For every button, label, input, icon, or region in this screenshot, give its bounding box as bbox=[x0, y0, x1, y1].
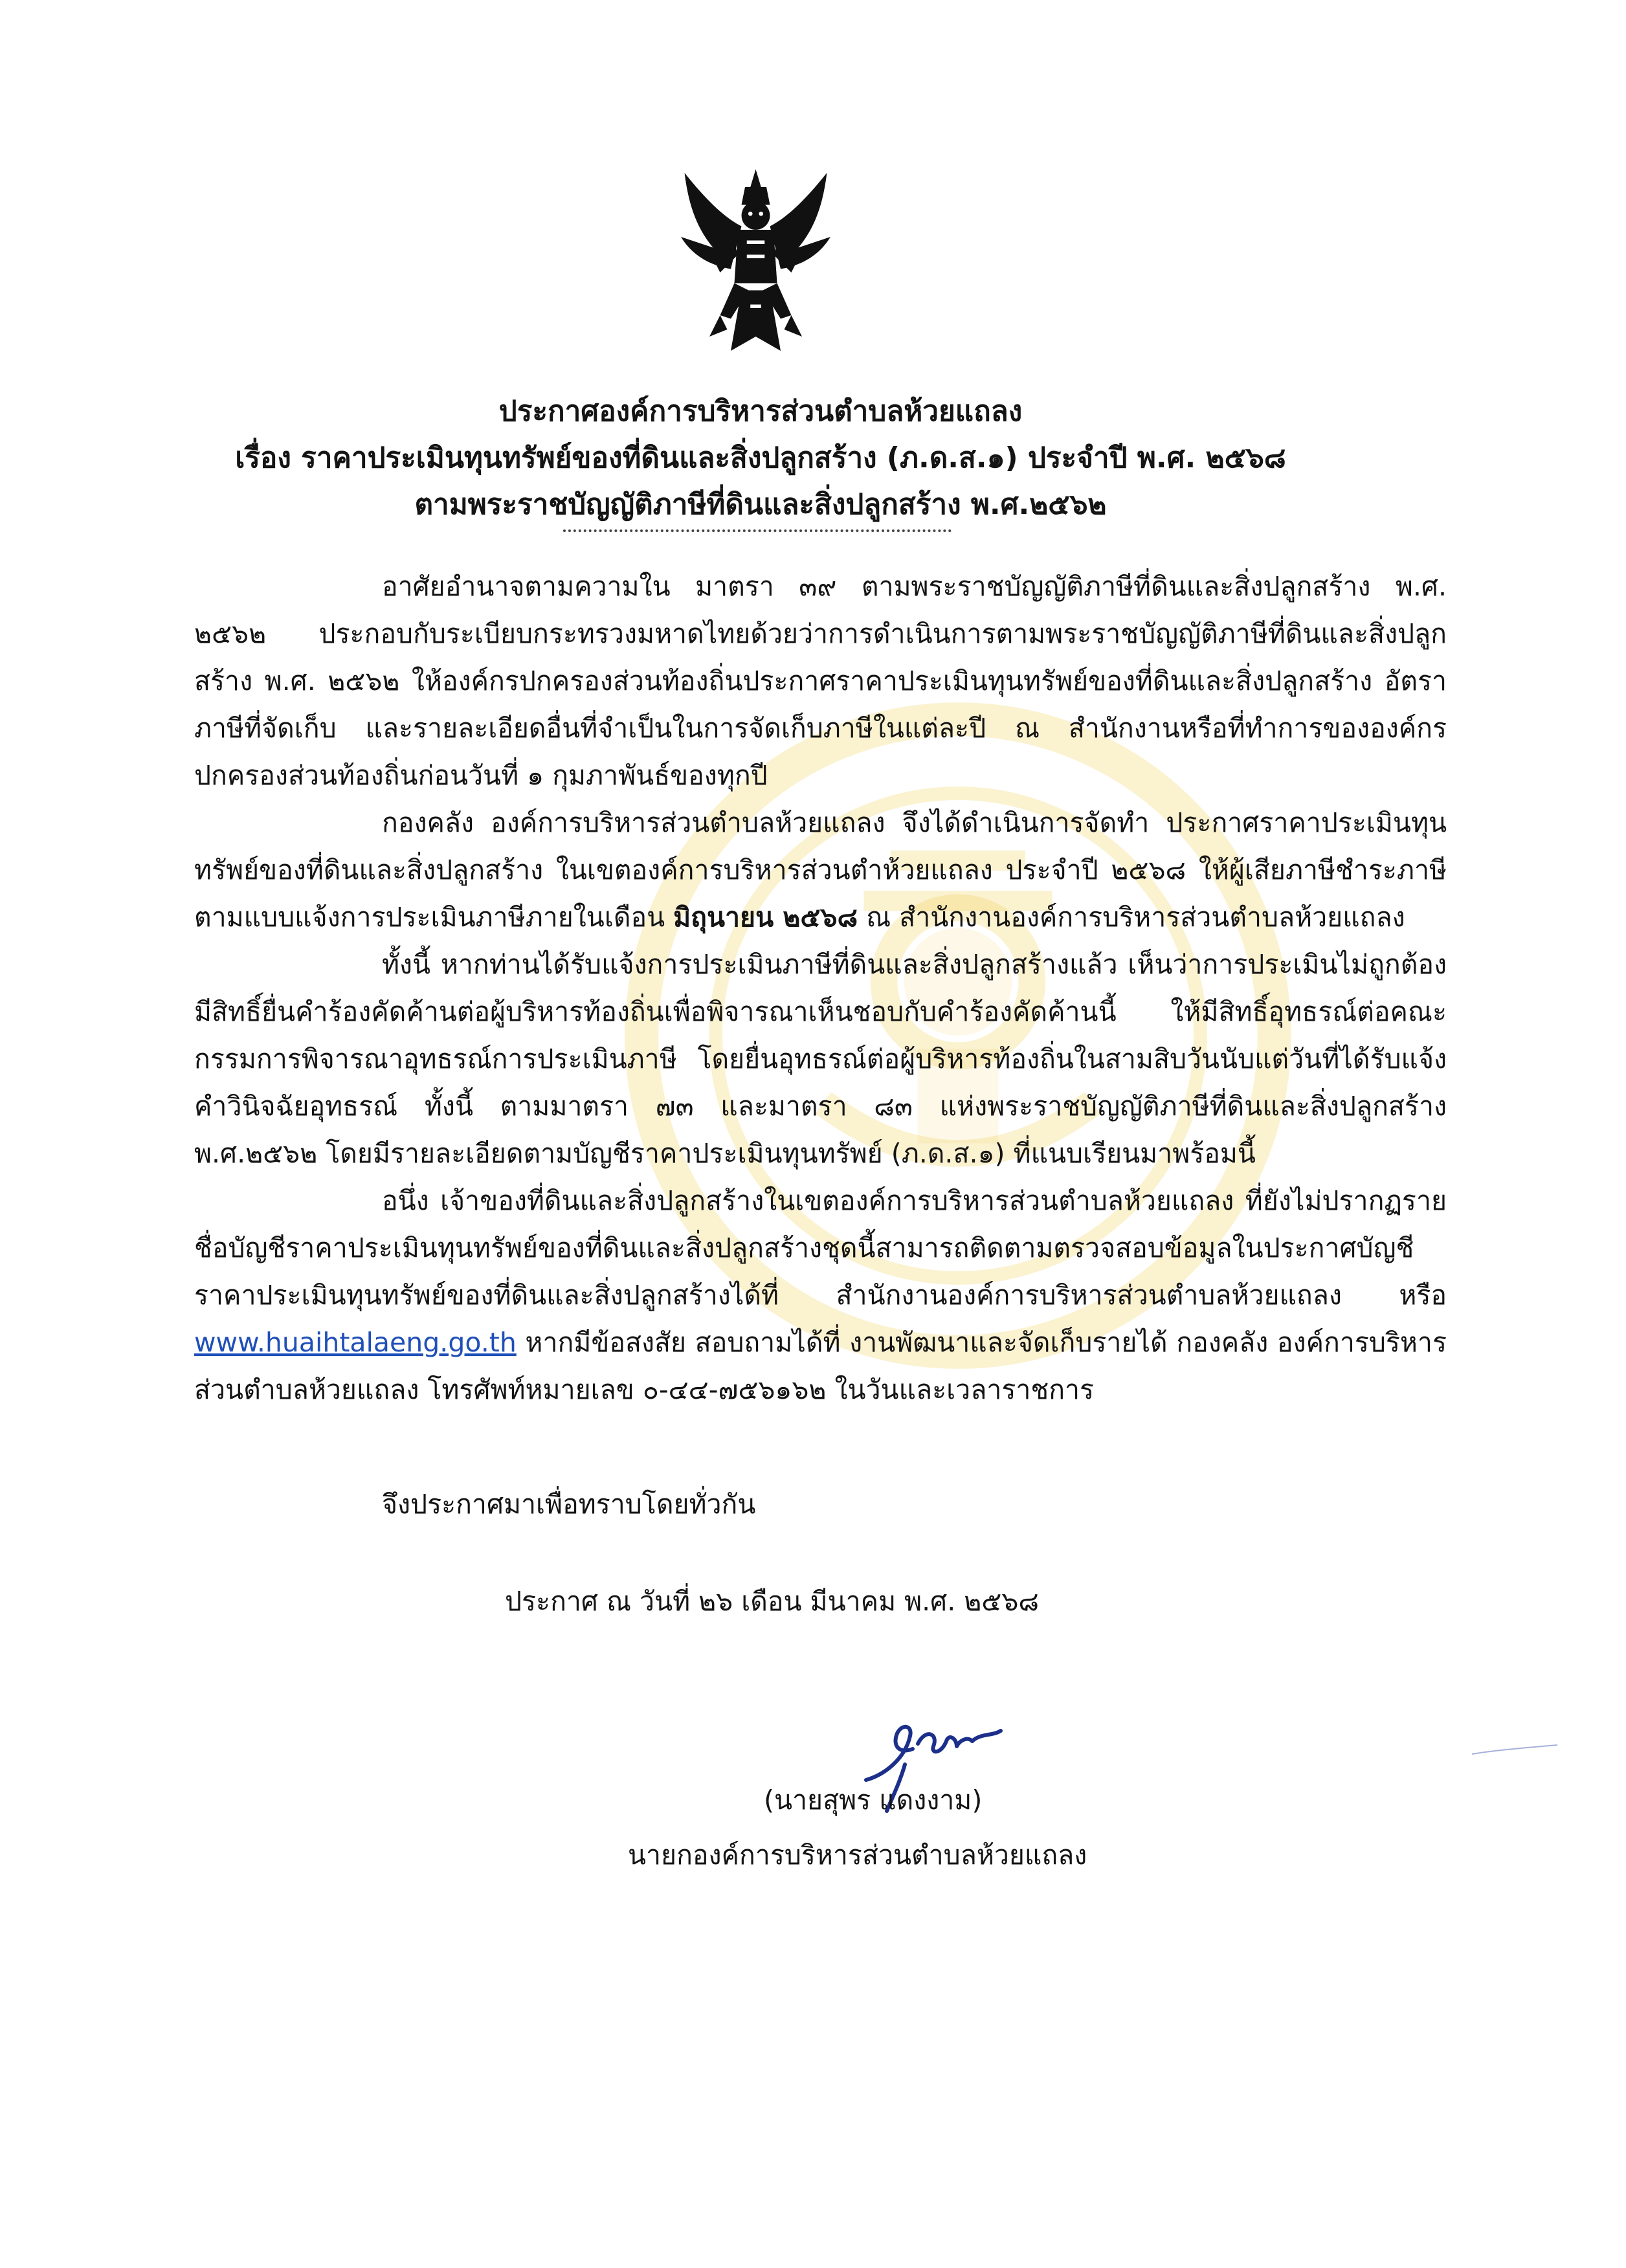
paragraph-finance-division bbox=[194, 799, 1447, 941]
title-line-1: ประกาศองค์การบริหารส่วนตำบลห้วยแถลง bbox=[498, 395, 1023, 428]
paragraph-authority-text: อาศัยอำนาจตามความใน มาตรา ๓๙ ตามพระราชบัญญัติภาษีที่ดินและสิ่งปลูกสร้าง พ.ศ. ๒๕๖๒ ประกอบกับระเบียบกระทรวงมหาดไทยด้วยว่าการดำเนินการตามพระราชบัญญัติภาษีที่ดินและสิ่งปลูกสร้าง พ.ศ. ๒๕๖๒ ให้องค์กรปกครองส่วนท้องถิ่นประกาศราคาประเมินทุนทรัพย์ของที่ดินและสิ่งปลูกสร้าง อัตราภาษีที่จัดเก็บ และรายละเอียดอื่นที่จำเป็นในการจัดเก็บภาษีในแต่ละปี ณ สำนักงานหรือที่ทำการขององค์กรปกครองส่วนท้องถิ่นก่อนวันที่ ๑ กุมภาพันธ์ของทุกปี bbox=[194, 571, 1447, 791]
title-divider bbox=[563, 529, 952, 532]
paragraph-authority bbox=[194, 563, 1447, 799]
title-line-2: เรื่อง ราคาประเมินทุนทรัพย์ของที่ดินและสิ่งปลูกสร้าง (ภ.ด.ส.๑) ประจำปี พ.ศ. ๒๕๖๘ bbox=[235, 441, 1286, 474]
garuda-emblem-icon bbox=[667, 165, 845, 366]
paragraph-contact-text: อนึ่ง เจ้าของที่ดินและสิ่งปลูกสร้างในเขตองค์การบริหารส่วนตำบลห้วยแถลง ที่ยังไม่ปรากฏรายชื่อบัญชีราคาประเมินทุนทรัพย์ของที่ดินและสิ่งปลูกสร้างชุดนี้สามารถติดตามตรวจสอบข้อมูลในประกาศบัญชีราคาประเมินทุนทรัพย์ของที่ดินและสิ่งปลูกสร้างได้ที่ สำนักงานองค์การบริหารส่วนตำบลห้วยแถลง หรือ bbox=[194, 1185, 1447, 1311]
announcement-body bbox=[194, 563, 1447, 1414]
paragraph-contact bbox=[194, 1177, 1447, 1414]
paragraph-appeal bbox=[194, 941, 1447, 1177]
paragraph-finance-text-end: ณ สำนักงานองค์การบริหารส่วนตำบลห้วยแถลง bbox=[866, 902, 1405, 933]
signer-title: นายกองค์การบริหารส่วนตำบลห้วยแถลง bbox=[628, 1840, 1087, 1871]
paragraph-contact-text-end: หากมีข้อสงสัย สอบถามได้ที่ งานพัฒนาและจัดเก็บรายได้ กองคลัง องค์การบริหารส่วนตำบลห้วยแถลง โทรศัพท์หมายเลข ๐-๔๔-๗๕๖๑๖๒ ในวันและเวลาราชการ bbox=[194, 1327, 1447, 1405]
announcement-date: ประกาศ ณ วันที่ ๒๖ เดือน มีนาคม พ.ศ. ๒๕๖๘ bbox=[505, 1586, 1039, 1617]
paragraph-finance-text: กองคลัง องค์การบริหารส่วนตำบลห้วยแถลง จึงได้ดำเนินการจัดทำ ประกาศราคาประเมินทุนทรัพย์ของที่ดินและสิ่งปลูกสร้าง ในเขตองค์การบริหารส่วนตำห้วยแถลง ประจำปี ๒๕๖๘ ให้ผู้เสียภาษีชำระภาษีตามแบบแจ้งการประเมินภาษีภายในเดือน bbox=[194, 807, 1447, 933]
announcement-title bbox=[181, 388, 1340, 528]
stray-pen-mark bbox=[1469, 1741, 1560, 1761]
payment-deadline: มิถุนายน ๒๕๖๘ bbox=[673, 902, 858, 933]
website-link[interactable]: www.huaihtalaeng.go.th bbox=[194, 1327, 517, 1358]
closing-statement: จึงประกาศมาเพื่อทราบโดยทั่วกัน bbox=[382, 1489, 756, 1520]
title-line-3: ตามพระราชบัญญัติภาษีที่ดินและสิ่งปลูกสร้าง พ.ศ.๒๕๖๒ bbox=[414, 488, 1107, 521]
signer-name: (นายสุพร แดงงาม) bbox=[764, 1784, 983, 1816]
paragraph-appeal-text: ทั้งนี้ หากท่านได้รับแจ้งการประเมินภาษีที่ดินและสิ่งปลูกสร้างแล้ว เห็นว่าการประเมินไม่ถูกต้อง มีสิทธิ์ยื่นคำร้องคัดค้านต่อผู้บริหารท้องถิ่นเพื่อพิจารณาเห็นชอบกับคำร้องคัดค้านนี้ ให้มีสิทธิ์อุทธรณ์ต่อคณะกรรมการพิจารณาอุทธรณ์การประเมินภาษี โดยยื่นอุทธรณ์ต่อผู้บริหารท้องถิ่นในสามสิบวันนับแต่วันที่ได้รับแจ้งคำวินิจฉัยอุทธรณ์ ทั้งนี้ ตามมาตรา ๗๓ และมาตรา ๘๓ แห่งพระราชบัญญัติภาษีที่ดินและสิ่งปลูกสร้าง พ.ศ.๒๕๖๒ โดยมีรายละเอียดตามบัญชีราคาประเมินทุนทรัพย์ (ภ.ด.ส.๑) ที่แนบเรียนมาพร้อมนี้ bbox=[194, 949, 1447, 1169]
